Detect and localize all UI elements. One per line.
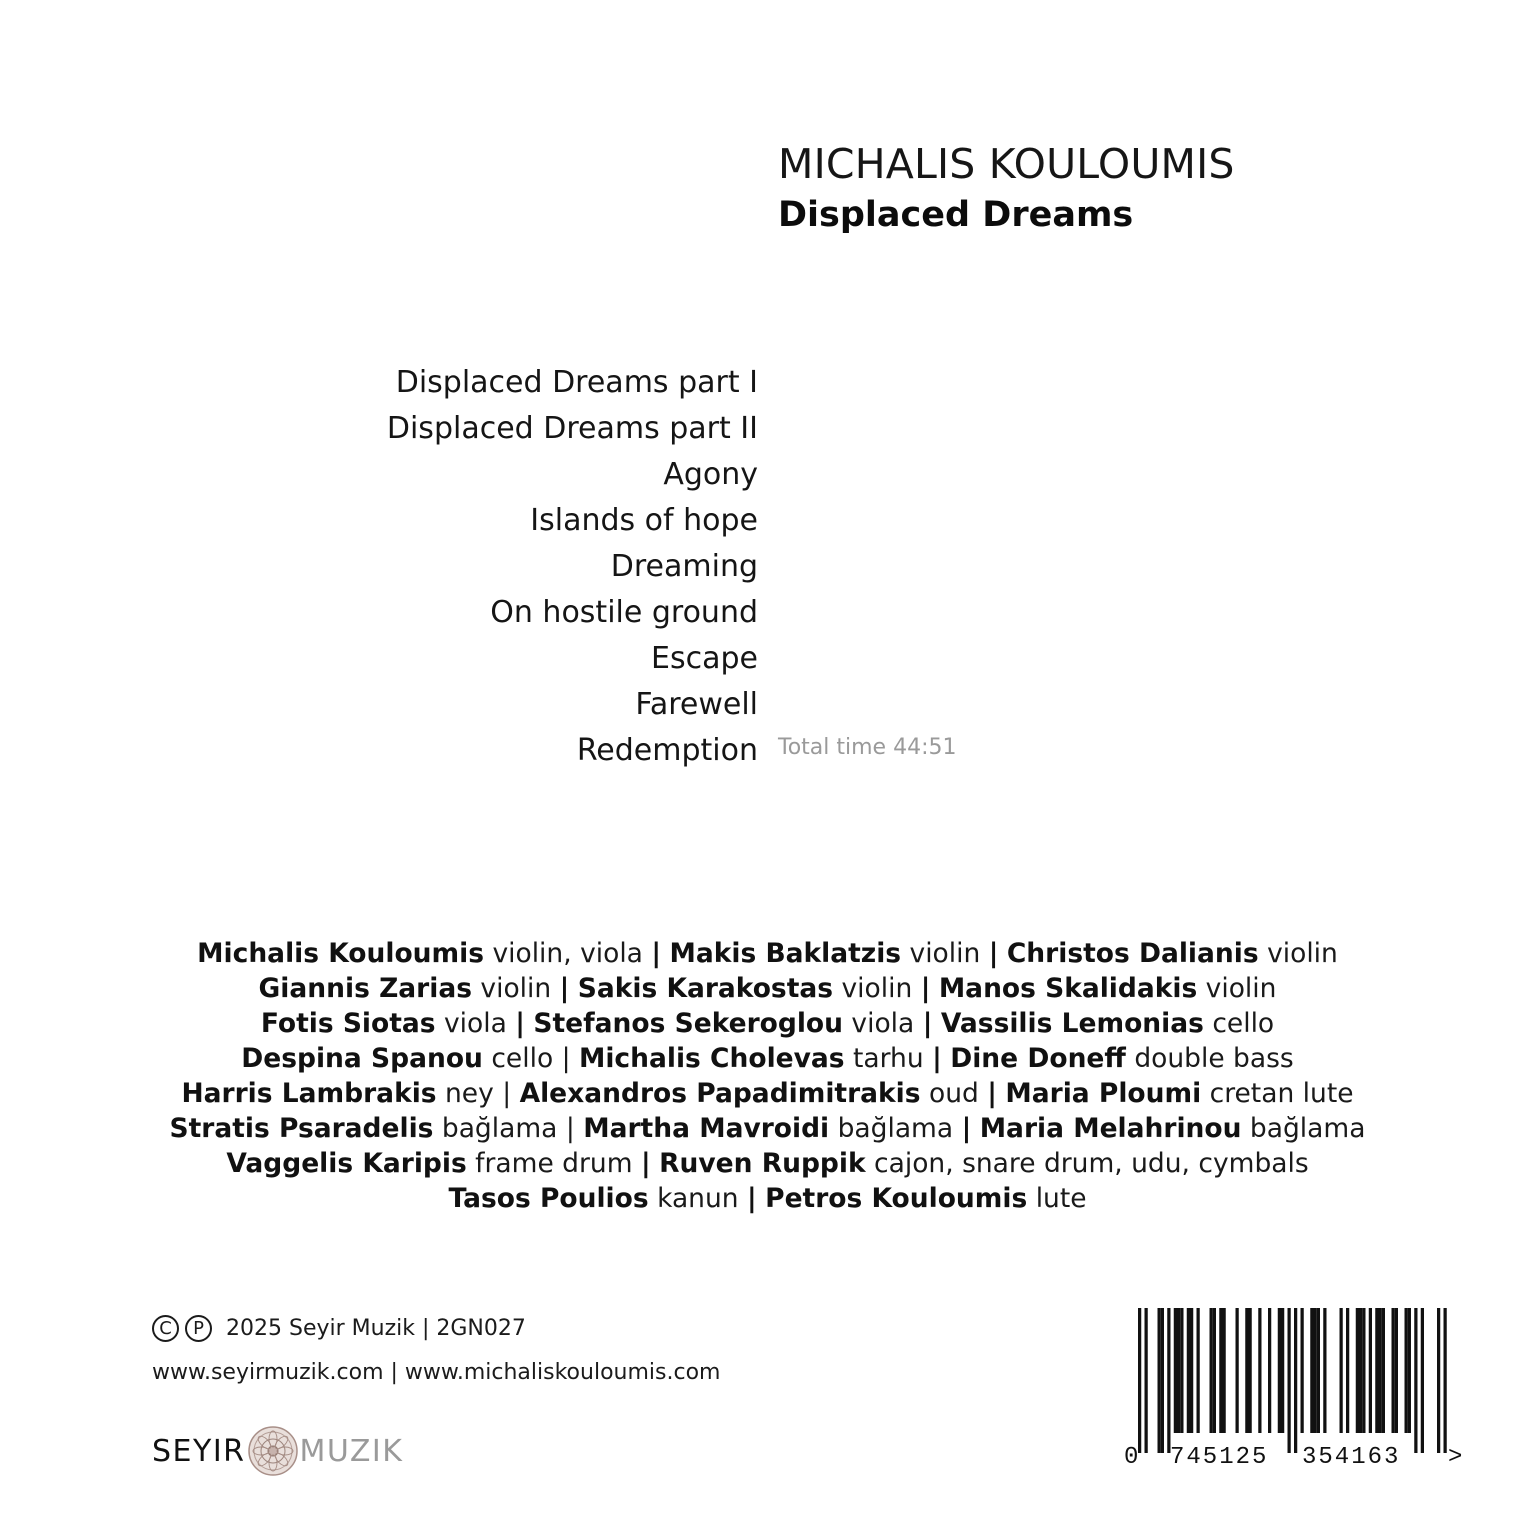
musician-name: Michalis Kouloumis xyxy=(197,938,484,969)
barcode-bar xyxy=(1340,1308,1343,1433)
rosette-emblem-icon xyxy=(247,1425,299,1477)
barcode-bar xyxy=(1382,1308,1385,1433)
barcode-bar xyxy=(1392,1308,1395,1433)
logo-text-left: SEYIR xyxy=(152,1433,246,1469)
separator: | xyxy=(640,1148,651,1179)
musician-role: ney xyxy=(444,1078,494,1109)
musician-name: Vassilis Lemonias xyxy=(940,1008,1204,1039)
barcode-bar xyxy=(1245,1308,1248,1433)
barcode-digit-first: 0 xyxy=(1124,1444,1139,1468)
musician-credits xyxy=(0,936,1535,1216)
musician-role: cello xyxy=(1212,1008,1275,1039)
barcode-bar xyxy=(1359,1308,1362,1433)
barcode-digits-left: 745125 xyxy=(1170,1444,1269,1468)
track-item: Dreaming xyxy=(610,549,758,584)
barcode-bar xyxy=(1223,1308,1226,1433)
barcode-bar xyxy=(1408,1308,1411,1433)
musician-name: Stefanos Sekeroglou xyxy=(533,1008,843,1039)
musician-role: lute xyxy=(1035,1183,1087,1214)
musician-name: Giannis Zarias xyxy=(258,973,472,1004)
barcode-bar xyxy=(1177,1308,1180,1433)
musician-name: Despina Spanou xyxy=(241,1043,483,1074)
musician-name: Vaggelis Karipis xyxy=(226,1148,467,1179)
separator: | xyxy=(747,1183,757,1214)
musician-role: violin xyxy=(909,938,981,969)
musician-name: Maria Melahrinou xyxy=(979,1113,1242,1144)
musician-role: violin xyxy=(1205,973,1277,1004)
separator: | xyxy=(988,938,999,969)
track-item: Islands of hope xyxy=(530,503,758,538)
musician-role: violin xyxy=(1267,938,1338,969)
track-item: Escape xyxy=(651,641,758,676)
barcode-bar xyxy=(1213,1308,1216,1433)
separator: | xyxy=(565,1113,575,1144)
musician-name: Petros Kouloumis xyxy=(765,1183,1028,1214)
barcode-bar xyxy=(1405,1308,1408,1433)
barcode-bar xyxy=(1145,1308,1148,1453)
barcode-bar xyxy=(1395,1308,1398,1433)
musician-name: Christos Dalianis xyxy=(1006,938,1259,969)
barcode-bar xyxy=(1323,1308,1326,1433)
musician-role: bağlama xyxy=(1249,1113,1366,1144)
barcode-bar xyxy=(1356,1308,1359,1433)
musician-role: violin xyxy=(480,973,552,1004)
musician-name: Alexandros Papadimitrakis xyxy=(519,1078,921,1109)
barcode-bar xyxy=(1314,1308,1317,1433)
barcode-bar xyxy=(1294,1308,1297,1453)
musician-name: Sakis Karakostas xyxy=(577,973,834,1004)
barcode-bar xyxy=(1301,1308,1304,1433)
barcode-bar xyxy=(1219,1308,1222,1433)
barcode-bar xyxy=(1281,1308,1284,1433)
musician-role: bağlama xyxy=(441,1113,558,1144)
barcode-bar xyxy=(1437,1308,1440,1453)
track-list xyxy=(387,360,758,774)
musician-role: double bass xyxy=(1134,1043,1294,1074)
musician-role: violin, viola xyxy=(492,938,643,969)
phonogram-icon: P xyxy=(185,1315,212,1342)
barcode-bar xyxy=(1444,1308,1447,1453)
copyright-icon: C xyxy=(152,1315,179,1342)
barcode-bar xyxy=(1249,1308,1252,1433)
barcode-digits-right: 354163 xyxy=(1302,1444,1401,1468)
barcode-bar xyxy=(1310,1308,1313,1433)
musician-name: Maria Ploumi xyxy=(1005,1078,1202,1109)
credit-line xyxy=(0,1181,1535,1216)
credit-line xyxy=(0,1111,1535,1146)
barcode-bar xyxy=(1379,1308,1382,1433)
barcode-bar xyxy=(1161,1308,1164,1453)
musician-name: Makis Baklatzis xyxy=(669,938,902,969)
credit-line xyxy=(0,1041,1535,1076)
separator: | xyxy=(651,938,662,969)
musician-name: Tasos Poulios xyxy=(448,1183,649,1214)
separator: | xyxy=(559,973,570,1004)
credit-line xyxy=(0,971,1535,1006)
barcode-bar xyxy=(1197,1308,1200,1433)
musician-name: Dine Doneff xyxy=(950,1043,1126,1074)
barcode-bar xyxy=(1190,1308,1193,1433)
barcode-bar xyxy=(1414,1308,1417,1453)
musician-name: Manos Skalidakis xyxy=(938,973,1198,1004)
album-title: Displaced Dreams xyxy=(778,195,1134,235)
barcode-bar xyxy=(1210,1308,1213,1433)
barcode-bar xyxy=(1288,1308,1291,1453)
barcode-bar xyxy=(1167,1308,1170,1453)
barcode-bar xyxy=(1138,1308,1141,1453)
musician-name: Stratis Psaradelis xyxy=(169,1113,434,1144)
musician-name: Fotis Siotas xyxy=(260,1008,436,1039)
artist-name: MICHALIS KOULOUMIS xyxy=(778,140,1235,188)
copyright-text: 2025 Seyir Muzik | 2GN027 xyxy=(226,1316,526,1341)
musician-name: Martha Mavroidi xyxy=(583,1113,830,1144)
musician-role: cretan lute xyxy=(1209,1078,1354,1109)
barcode-bar xyxy=(1187,1308,1190,1433)
barcode-bar xyxy=(1346,1308,1349,1433)
track-item: Farewell xyxy=(635,687,758,722)
barcode-bars xyxy=(1138,1308,1447,1453)
barcode-bar xyxy=(1236,1308,1239,1433)
barcode-bar xyxy=(1174,1308,1177,1433)
website-links: www.seyirmuzik.com | www.michaliskouloumis.com xyxy=(152,1360,721,1385)
logo-text-right: MUZIK xyxy=(299,1433,404,1469)
separator: | xyxy=(502,1078,512,1109)
track-item: On hostile ground xyxy=(490,595,758,630)
separator: | xyxy=(922,1008,933,1039)
musician-role: bağlama xyxy=(837,1113,954,1144)
credit-line xyxy=(0,936,1535,971)
musician-role: tarhu xyxy=(853,1043,924,1074)
barcode-bar xyxy=(1158,1308,1161,1453)
barcode-bar xyxy=(1268,1308,1271,1433)
track-item: Redemption xyxy=(576,733,758,768)
credit-line xyxy=(0,1006,1535,1041)
separator: | xyxy=(515,1008,525,1039)
barcode-bar xyxy=(1369,1308,1372,1433)
track-item: Displaced Dreams part I xyxy=(395,365,758,400)
label-logo xyxy=(152,1425,403,1477)
musician-role: violin xyxy=(841,973,913,1004)
total-time: Total time 44:51 xyxy=(778,735,957,760)
separator: | xyxy=(987,1078,997,1109)
separator: | xyxy=(561,1043,571,1074)
musician-role: viola xyxy=(851,1008,915,1039)
separator: | xyxy=(920,973,931,1004)
upc-barcode xyxy=(1120,1308,1475,1468)
musician-role: oud xyxy=(928,1078,979,1109)
separator: | xyxy=(932,1043,942,1074)
barcode-bar xyxy=(1375,1308,1378,1433)
musician-role: frame drum xyxy=(475,1148,633,1179)
credit-line xyxy=(0,1146,1535,1181)
musician-name: Harris Lambrakis xyxy=(181,1078,437,1109)
copyright-line xyxy=(152,1315,526,1342)
musician-role: cajon, snare drum, udu, cymbals xyxy=(874,1148,1309,1179)
musician-role: cello xyxy=(491,1043,554,1074)
separator: | xyxy=(961,1113,972,1144)
musician-role: viola xyxy=(443,1008,507,1039)
track-item: Displaced Dreams part II xyxy=(386,411,758,446)
barcode-bar xyxy=(1421,1308,1424,1453)
musician-name: Michalis Cholevas xyxy=(578,1043,845,1074)
musician-role: kanun xyxy=(657,1183,739,1214)
barcode-bar xyxy=(1278,1308,1281,1433)
musician-name: Ruven Ruppik xyxy=(659,1148,866,1179)
barcode-bar xyxy=(1258,1308,1261,1433)
credit-line xyxy=(0,1076,1535,1111)
track-item: Agony xyxy=(663,457,758,492)
barcode-bar xyxy=(1362,1308,1365,1433)
barcode-bar xyxy=(1180,1308,1183,1433)
barcode-quiet-mark: > xyxy=(1448,1444,1463,1468)
barcode-bar xyxy=(1317,1308,1320,1433)
